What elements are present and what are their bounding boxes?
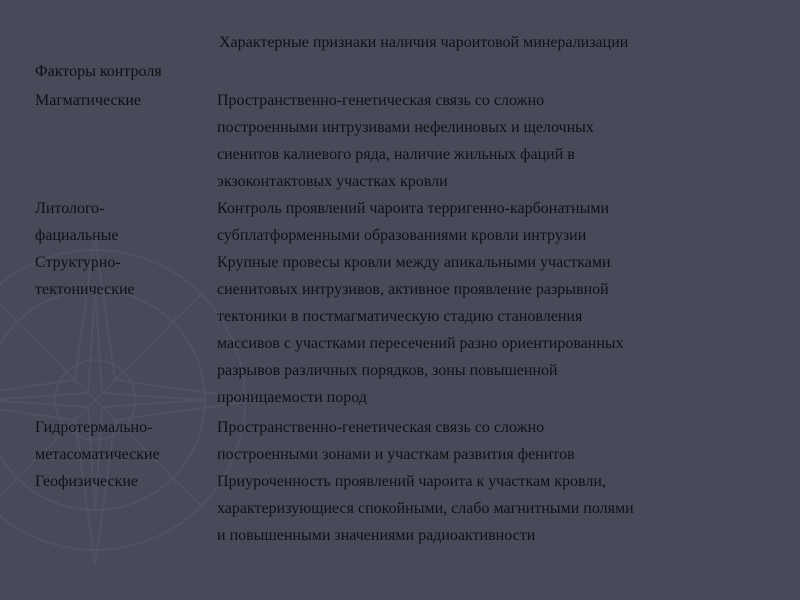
- factor-label: Структурно-: [35, 254, 121, 271]
- factor-label: тектонические: [35, 281, 135, 298]
- description-line: сиенитов калиевого ряда, наличие жильных фаций в: [217, 146, 575, 163]
- description-cell: [217, 87, 777, 195]
- column-header: Характерные признаки наличия чароитовой минерализации: [219, 34, 629, 51]
- description-line: Пространственно-генетическая связь со сложно: [217, 92, 545, 109]
- factor-cell: [35, 87, 210, 114]
- description-line: проницаемости пород: [217, 389, 367, 406]
- description-line: и повышенными значениями радиоактивности: [217, 527, 536, 544]
- factor-cell: [35, 468, 210, 495]
- factor-label: фациальные: [35, 227, 119, 244]
- factor-label: метасоматические: [35, 446, 160, 463]
- description-line: Крупные провесы кровли между апикальными участками: [217, 254, 611, 271]
- factor-cell: [35, 195, 210, 249]
- description-cell: [217, 414, 777, 468]
- factor-label: Гидротермально-: [35, 419, 153, 436]
- description-line: построенными интрузивами нефелиновых и щелочных: [217, 119, 594, 136]
- factor-label: Геофизические: [35, 473, 139, 490]
- description-line: сиенитовых интрузивов, активное проявление разрывной: [217, 281, 609, 298]
- description-cell: [217, 468, 777, 549]
- description-line: характеризующиеся спокойными, слабо магнитными полями: [217, 500, 634, 517]
- description-line: массивов с участками пересечений разно ориентированных: [217, 335, 624, 352]
- description-line: Приуроченность проявлений чароита к участкам кровли,: [217, 473, 606, 490]
- description-line: Контроль проявлений чароита терригенно-карбонатными: [217, 200, 610, 217]
- description-line: субплатформенными образованиями кровли интрузии: [217, 227, 587, 244]
- description-line: разрывов различных порядков, зоны повышенной: [217, 362, 558, 379]
- factor-cell: [35, 414, 210, 468]
- description-line: тектоники в постмагматическую стадию становления: [217, 308, 583, 325]
- factor-label: Литолого-: [35, 200, 105, 217]
- description-line: Пространственно-генетическая связь со сложно: [217, 419, 545, 436]
- description-cell: [217, 195, 777, 249]
- factor-cell: [35, 249, 210, 303]
- description-line: построенными зонами и участкам развития фенитов: [217, 446, 575, 463]
- factor-label: Магматические: [35, 92, 142, 109]
- description-line: экзоконтактовых участках кровли: [217, 173, 448, 190]
- factors-header: Факторы контроля: [35, 63, 162, 80]
- description-cell: [217, 249, 777, 411]
